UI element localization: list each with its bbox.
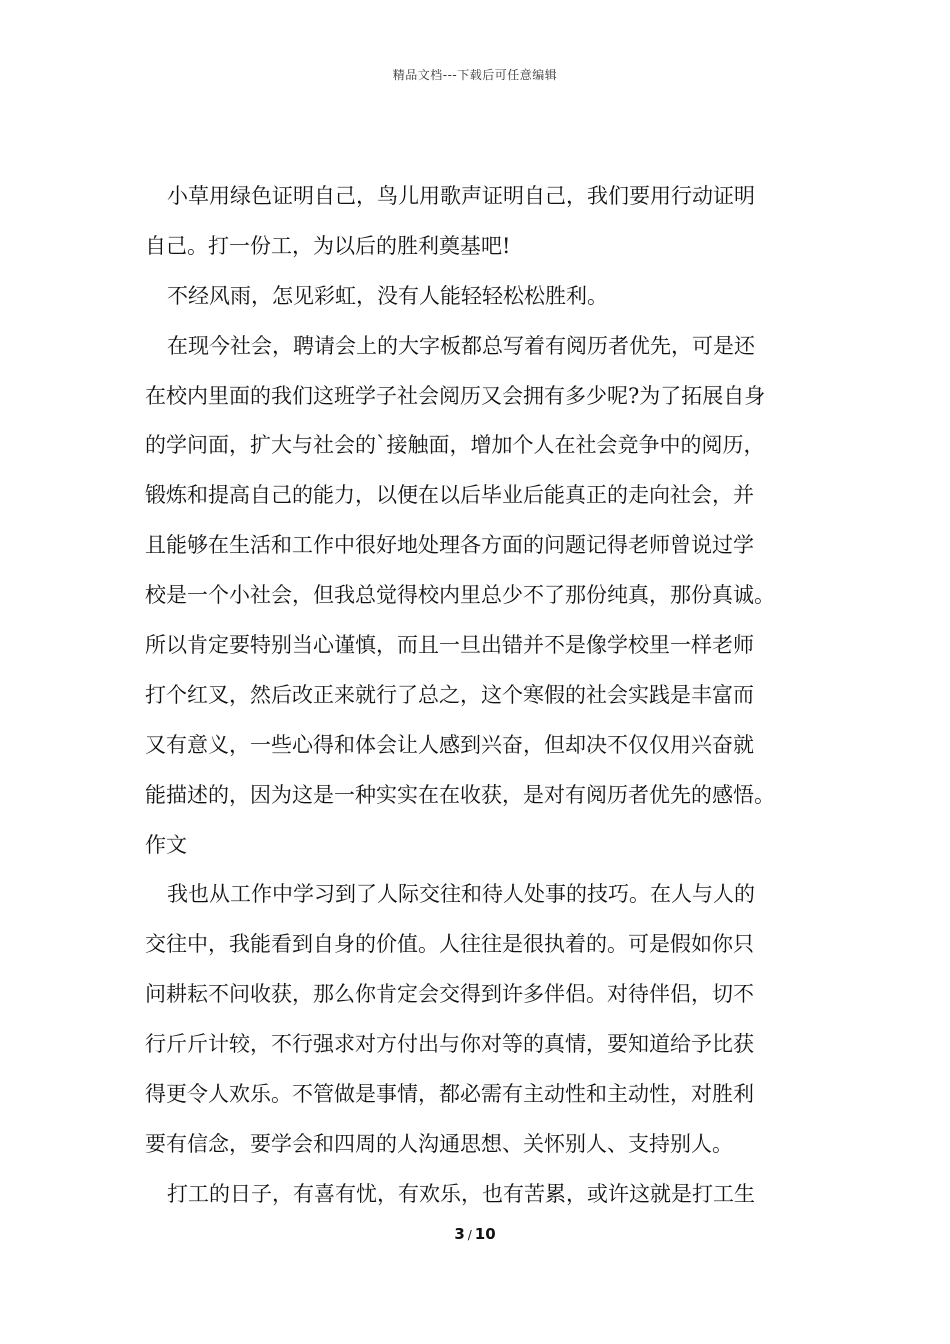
text-line: 小草用绿色证明自己，鸟儿用歌声证明自己，我们要用行动证明: [167, 184, 755, 208]
text-line: 在现今社会，聘请会上的大字板都总写着有阅历者优先，可是还: [167, 333, 755, 358]
text-line: 锻炼和提高自己的能力，以便在以后毕业后能真正的走向社会，并: [145, 483, 754, 508]
text-line: 且能够在生活和工作中很好地处理各方面的问题记得老师曾说过学: [145, 533, 754, 558]
text-line: 得更令人欢乐。不管做是事情，都必需有主动性和主动性，对胜利: [145, 1082, 754, 1107]
text-line: 打工的日子，有喜有忧，有欢乐，也有苦累，或许这就是打工生: [167, 1181, 755, 1206]
text-line: 问耕耘不问收获，那么你肯定会交得到许多伴侣。对待伴侣，切不: [145, 982, 754, 1007]
text-line: 交往中，我能看到自身的价值。人往往是很执着的。可是假如你只: [145, 932, 754, 957]
page-header: 精品文档---下载后可任意编辑: [392, 68, 558, 82]
text-line: 的学问面，扩大与社会的`接触面，增加个人在社会竞争中的阅历，: [145, 433, 765, 458]
text-line: 打个红叉，然后改正来就行了总之，这个寒假的社会实践是丰富而: [145, 682, 754, 707]
text-line: 在校内里面的我们这班学子社会阅历又会拥有多少呢?为了拓展自身: [145, 383, 766, 408]
text-line: 作文: [145, 832, 187, 857]
text-line: 行斤斤计较，不行强求对方付出与你对等的真情，要知道给予比获: [145, 1032, 754, 1057]
page-number: [0, 1225, 950, 1243]
text-line: 我也从工作中学习到了人际交往和待人处事的技巧。在人与人的: [167, 882, 755, 907]
page-separator: /: [467, 1228, 472, 1242]
text-line: 又有意义，一些心得和体会让人感到兴奋，但却决不仅仅用兴奋就: [145, 732, 754, 757]
current-page-number: 3: [454, 1225, 465, 1243]
total-pages-number: 10: [474, 1225, 496, 1243]
text-line: 所以肯定要特别当心谨慎，而且一旦出错并不是像学校里一样老师: [145, 633, 754, 658]
document-body: [145, 172, 810, 1220]
text-line: 能描述的，因为这是一种实实在在收获，是对有阅历者优先的感悟。: [145, 782, 775, 807]
text-line: 校是一个小社会，但我总觉得校内里总少不了那份纯真，那份真诚。: [145, 583, 775, 608]
text-line: 要有信念，要学会和四周的人沟通思想、关怀别人、支持别人。: [145, 1131, 733, 1156]
text-line: 不经风雨，怎见彩虹，没有人能轻轻松松胜利。: [167, 283, 608, 308]
text-line: 自己。打一份工，为以后的胜利奠基吧!: [145, 233, 511, 258]
